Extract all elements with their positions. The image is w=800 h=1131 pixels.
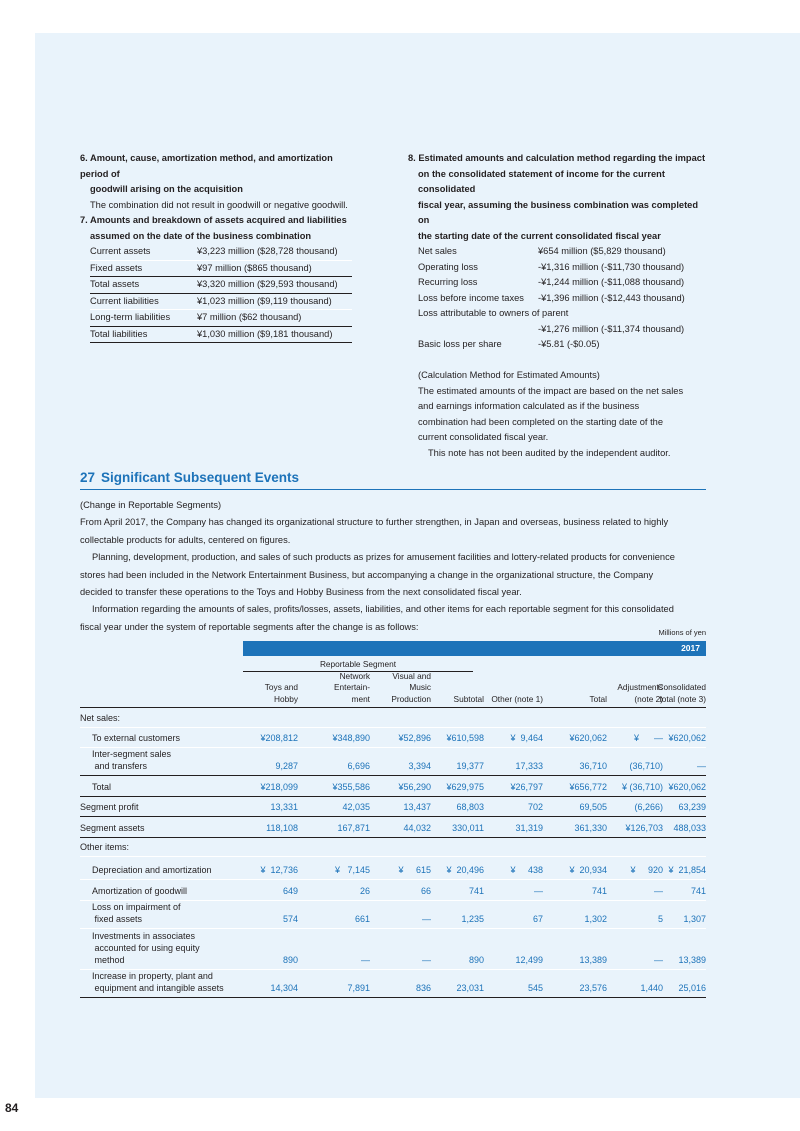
acquired-row-value: ¥1,030 million ($9,181 thousand) bbox=[197, 328, 333, 339]
audit-note: This note has not been audited by the independent auditor. bbox=[428, 447, 671, 458]
column-header-line: Adjustments bbox=[617, 682, 663, 692]
body-line: fiscal year under the system of reportable segments after the change is as follows: bbox=[80, 621, 419, 632]
table-cell: 36,710 bbox=[579, 761, 607, 771]
table-row bbox=[80, 857, 706, 880]
estimate-row bbox=[418, 275, 708, 291]
acquired-row bbox=[90, 310, 352, 327]
body-line: decided to transfer these operations to the Toys and Hobby Business from the next consolidated fiscal year. bbox=[80, 587, 522, 598]
calc-line: The estimated amounts of the impact are based on the net sales bbox=[418, 385, 684, 396]
table-cell: 23,576 bbox=[579, 983, 607, 993]
row-label bbox=[80, 864, 262, 876]
table-cell: 702 bbox=[527, 802, 543, 812]
column-header-line: Subtotal bbox=[453, 693, 484, 704]
table-row bbox=[80, 880, 706, 901]
loss-parent-label: Loss attributable to owners of parent bbox=[418, 308, 569, 318]
table-row bbox=[80, 776, 706, 797]
table-cell: 42,035 bbox=[342, 802, 370, 812]
table-cell: 330,011 bbox=[452, 823, 484, 833]
table-cell: ¥620,062 bbox=[668, 733, 706, 743]
table-cell: ¥ 920 bbox=[630, 865, 663, 875]
body-line: stores had been included in the Network Entertainment Business, but accompanying a change in the organizational structure, the Company bbox=[80, 569, 654, 580]
table-cell: 741 bbox=[690, 886, 706, 896]
acquired-row bbox=[90, 261, 352, 278]
table-cell: 26 bbox=[359, 886, 370, 896]
note6-heading bbox=[80, 151, 350, 198]
row-label-line: Segment assets bbox=[80, 823, 145, 833]
note6-line2: goodwill arising on the acquisition bbox=[90, 184, 243, 194]
section-body bbox=[80, 497, 710, 636]
year-header-bar bbox=[243, 641, 706, 656]
column-header-line: Total bbox=[589, 693, 607, 704]
table-cell: ¥656,772 bbox=[569, 782, 607, 792]
acquired-row-value: ¥3,223 million ($28,728 thousand) bbox=[197, 246, 338, 256]
table-cell: ¥ 21,854 bbox=[668, 865, 706, 875]
column-header-line: Toys and bbox=[264, 682, 298, 692]
acquired-row bbox=[90, 294, 352, 311]
table-cell: 661 bbox=[354, 914, 370, 924]
acquired-row-label: Total liabilities bbox=[90, 328, 148, 339]
table-cell: 66 bbox=[420, 886, 431, 896]
note8-line1: 8. Estimated amounts and calculation method regarding the impact bbox=[408, 153, 706, 163]
table-cell: (36,710) bbox=[629, 761, 663, 771]
table-cell: 488,033 bbox=[673, 823, 706, 833]
acquired-row-value: ¥1,023 million ($9,119 thousand) bbox=[197, 295, 332, 306]
table-cell: 25,016 bbox=[678, 983, 706, 993]
table-cell: 1,307 bbox=[683, 914, 706, 924]
table-row bbox=[80, 708, 706, 728]
row-label-line: fixed assets bbox=[92, 914, 143, 924]
table-cell: ¥26,797 bbox=[510, 782, 543, 792]
table-cell: 741 bbox=[468, 886, 484, 896]
column-header-line: Network bbox=[339, 670, 370, 681]
row-label-line: equipment and intangible assets bbox=[92, 983, 224, 993]
column-header-line: Music bbox=[409, 682, 431, 692]
table-cell: ¥126,703 bbox=[625, 823, 663, 833]
body-line: Information regarding the amounts of sales, profits/losses, assets, liabilities, and other items for each reportable segment for this consolidated bbox=[92, 604, 674, 615]
estimate-label: Operating loss bbox=[418, 261, 478, 272]
table-cell: ¥620,062 bbox=[668, 782, 706, 792]
table-cell: 69,505 bbox=[579, 802, 607, 812]
table-cell: 12,499 bbox=[515, 955, 543, 965]
basic-loss-value: -¥5.81 (-$0.05) bbox=[538, 339, 600, 349]
acquired-row-label: Current assets bbox=[90, 246, 151, 256]
table-cell: — bbox=[654, 886, 663, 896]
table-row bbox=[80, 817, 706, 838]
table-cell: ¥629,975 bbox=[446, 782, 484, 792]
note8-line2: on the consolidated statement of income for the current consolidated bbox=[418, 168, 665, 194]
table-row bbox=[80, 838, 706, 857]
row-label bbox=[80, 732, 262, 744]
column-header-line: Production bbox=[391, 693, 431, 704]
table-cell: ¥620,062 bbox=[569, 733, 607, 743]
table-row bbox=[80, 748, 706, 776]
table-cell: ¥ 7,145 bbox=[334, 865, 370, 875]
table-cell: 1,440 bbox=[640, 983, 663, 993]
table-cell: 13,437 bbox=[403, 802, 431, 812]
acquired-row bbox=[90, 277, 352, 294]
table-cell: 44,032 bbox=[403, 823, 431, 833]
table-cell: ¥ 615 bbox=[398, 865, 431, 875]
section-title bbox=[80, 470, 706, 490]
row-label-line: method bbox=[92, 955, 125, 965]
acquired-assets-table bbox=[90, 244, 352, 343]
table-cell: ¥56,290 bbox=[398, 782, 431, 792]
row-label bbox=[80, 781, 262, 793]
row-label-line: Depreciation and amortization bbox=[92, 865, 212, 875]
table-cell: 890 bbox=[282, 955, 298, 965]
table-row bbox=[80, 970, 706, 998]
table-cell: 1,302 bbox=[584, 914, 607, 924]
row-label-line: Loss on impairment of bbox=[92, 902, 181, 912]
acquired-row-label: Total assets bbox=[90, 279, 140, 289]
table-cell: 890 bbox=[468, 955, 484, 965]
table-cell: ¥ 9,464 bbox=[510, 733, 543, 743]
year-label: 2017 bbox=[681, 643, 700, 653]
row-label bbox=[80, 801, 250, 813]
row-label bbox=[80, 885, 262, 897]
table-cell: ¥52,896 bbox=[398, 733, 431, 743]
table-cell: 13,389 bbox=[579, 955, 607, 965]
acquired-row-value: ¥3,320 million ($29,593 thousand) bbox=[197, 279, 338, 289]
estimate-label: Recurring loss bbox=[418, 277, 478, 287]
acquired-row-label: Current liabilities bbox=[90, 295, 159, 306]
row-label-line: and transfers bbox=[92, 761, 148, 771]
row-label-line: Other items: bbox=[80, 842, 130, 852]
table-cell: — bbox=[697, 761, 706, 771]
column-header-line: total (note 3) bbox=[659, 693, 706, 704]
table-cell: — bbox=[534, 886, 543, 896]
row-label-line: To external customers bbox=[92, 733, 181, 743]
body-line: (Change in Reportable Segments) bbox=[80, 500, 222, 510]
table-cell: ¥610,598 bbox=[446, 733, 484, 743]
row-label bbox=[80, 970, 262, 994]
table-cell: ¥ (36,710) bbox=[621, 782, 663, 792]
table-cell: ¥ 20,934 bbox=[569, 865, 607, 875]
estimate-label: Net sales bbox=[418, 246, 457, 256]
row-label bbox=[80, 930, 262, 966]
row-label bbox=[80, 748, 262, 772]
segment-table bbox=[80, 657, 706, 998]
acquired-row-label: Fixed assets bbox=[90, 262, 143, 273]
row-label-line: Investments in associates bbox=[92, 931, 196, 941]
loss-parent-value: -¥1,276 million (-$11,374 thousand) bbox=[538, 323, 685, 334]
estimate-value: ¥654 million ($5,829 thousand) bbox=[538, 246, 666, 256]
segment-table-header bbox=[80, 657, 706, 708]
row-label-line: Segment profit bbox=[80, 802, 139, 812]
estimate-row bbox=[418, 291, 708, 307]
note8-line3: fiscal year, assuming the business combination was completed on bbox=[418, 199, 699, 225]
table-cell: ¥218,099 bbox=[260, 782, 298, 792]
row-label-line: Net sales: bbox=[80, 713, 121, 723]
estimate-value: -¥1,244 million (-$11,088 thousand) bbox=[538, 277, 685, 287]
table-cell: 17,333 bbox=[515, 761, 543, 771]
table-row bbox=[80, 797, 706, 817]
table-cell: ¥348,890 bbox=[332, 733, 370, 743]
note7-line1: 7. Amounts and breakdown of assets acquired and liabilities bbox=[80, 215, 347, 225]
table-cell: 19,377 bbox=[456, 761, 484, 771]
table-cell: 31,319 bbox=[515, 823, 543, 833]
row-label-line: Amortization of goodwill bbox=[92, 886, 188, 896]
section-title-text: Significant Subsequent Events bbox=[101, 470, 300, 485]
row-label-line: Increase in property, plant and bbox=[92, 971, 213, 981]
table-cell: 9,287 bbox=[275, 761, 298, 771]
column-header bbox=[218, 682, 298, 705]
table-cell: — bbox=[654, 955, 663, 965]
table-cell: ¥208,812 bbox=[260, 733, 298, 743]
table-row bbox=[80, 728, 706, 748]
table-cell: 7,891 bbox=[347, 983, 370, 993]
note8-heading bbox=[408, 151, 708, 244]
note7-heading bbox=[80, 213, 350, 244]
table-cell: 1,235 bbox=[461, 914, 484, 924]
estimate-row bbox=[418, 260, 708, 276]
loss-parent-row bbox=[408, 322, 708, 338]
table-cell: 13,389 bbox=[678, 955, 706, 965]
table-cell: — bbox=[422, 914, 431, 924]
table-cell: 545 bbox=[527, 983, 543, 993]
column-header-line: Other (note 1) bbox=[491, 693, 543, 704]
row-label-line: accounted for using equity bbox=[92, 943, 200, 953]
section-number: 27 bbox=[80, 470, 96, 485]
table-cell: 3,394 bbox=[408, 761, 431, 771]
table-cell: 67 bbox=[532, 914, 543, 924]
row-label bbox=[80, 901, 262, 925]
table-row bbox=[80, 929, 706, 970]
calc-heading: (Calculation Method for Estimated Amounts) bbox=[418, 370, 600, 380]
table-cell: 13,331 bbox=[270, 802, 298, 812]
column-header-line: Entertain- bbox=[334, 682, 370, 692]
body-line: collectable products for adults, centered on figures. bbox=[80, 534, 291, 545]
table-cell: ¥ 438 bbox=[510, 865, 543, 875]
table-cell: 649 bbox=[282, 886, 298, 896]
note6-line1: 6. Amount, cause, amortization method, and amortization period of bbox=[80, 153, 333, 179]
table-cell: ¥ 20,496 bbox=[446, 865, 484, 875]
row-label bbox=[80, 822, 250, 834]
acquired-row bbox=[90, 244, 352, 261]
estimate-value: -¥1,316 million (-$11,730 thousand) bbox=[538, 261, 685, 272]
table-cell: ¥ — bbox=[633, 733, 663, 743]
column-header-line: Hobby bbox=[274, 693, 298, 704]
right-column bbox=[408, 151, 708, 461]
table-cell: 23,031 bbox=[456, 983, 484, 993]
column-header bbox=[626, 682, 706, 705]
table-cell: ¥355,586 bbox=[332, 782, 370, 792]
calc-line: and earnings information calculated as if the business bbox=[418, 401, 640, 411]
calc-line: combination had been completed on the starting date of the bbox=[418, 416, 663, 427]
basic-loss-row bbox=[408, 337, 708, 353]
row-label bbox=[80, 841, 250, 853]
table-cell: 167,871 bbox=[337, 823, 370, 833]
acquired-row-label: Long-term liabilities bbox=[90, 312, 171, 322]
table-cell: ¥ 12,736 bbox=[260, 865, 298, 875]
table-cell: — bbox=[422, 955, 431, 965]
note7-line2: assumed on the date of the business combination bbox=[90, 230, 312, 241]
table-cell: 574 bbox=[282, 914, 298, 924]
table-cell: 68,803 bbox=[456, 802, 484, 812]
reportable-segment-label: Reportable Segment bbox=[243, 658, 473, 672]
table-cell: 6,696 bbox=[347, 761, 370, 771]
estimated-amounts-list bbox=[408, 244, 708, 306]
table-cell: (6,266) bbox=[634, 802, 663, 812]
row-label bbox=[80, 712, 250, 724]
table-cell: 5 bbox=[657, 914, 663, 924]
table-cell: 14,304 bbox=[270, 983, 298, 993]
acquired-row bbox=[90, 327, 352, 344]
acquired-row-value: ¥7 million ($62 thousand) bbox=[197, 312, 302, 322]
table-cell: 118,108 bbox=[266, 823, 298, 833]
estimate-row bbox=[418, 244, 708, 260]
table-cell: — bbox=[361, 955, 370, 965]
basic-loss-label: Basic loss per share bbox=[418, 339, 502, 349]
body-line: From April 2017, the Company has changed its organizational structure to further strengthen, in Japan and overseas, business related to highly bbox=[80, 517, 669, 528]
row-label-line: Inter-segment sales bbox=[92, 749, 172, 759]
acquired-row-value: ¥97 million ($865 thousand) bbox=[197, 262, 312, 273]
table-row bbox=[80, 901, 706, 929]
table-cell: 361,330 bbox=[574, 823, 607, 833]
column-header-line: Visual and bbox=[392, 670, 431, 681]
left-column bbox=[80, 151, 350, 343]
note6-body: The combination did not result in goodwill or negative goodwill. bbox=[90, 199, 348, 210]
body-line: Planning, development, production, and sales of such products as prizes for amusement facilities and lottery-related products for convenience bbox=[92, 552, 675, 563]
page-number: 84 bbox=[5, 1101, 19, 1115]
column-header-line: Consolidated bbox=[657, 682, 706, 692]
table-cell: 63,239 bbox=[678, 802, 706, 812]
column-header-line: (note 2) bbox=[634, 693, 663, 704]
note8-line4: the starting date of the current consolidated fiscal year bbox=[418, 230, 661, 241]
table-cell: 836 bbox=[415, 983, 431, 993]
row-label-line: Total bbox=[92, 782, 112, 792]
units-label: Millions of yen bbox=[658, 628, 706, 637]
calc-line: current consolidated fiscal year. bbox=[418, 432, 549, 442]
table-cell: 741 bbox=[591, 886, 607, 896]
estimate-label: Loss before income taxes bbox=[418, 292, 524, 303]
column-header-line: ment bbox=[351, 693, 370, 704]
estimate-value: -¥1,396 million (-$12,443 thousand) bbox=[538, 292, 685, 303]
